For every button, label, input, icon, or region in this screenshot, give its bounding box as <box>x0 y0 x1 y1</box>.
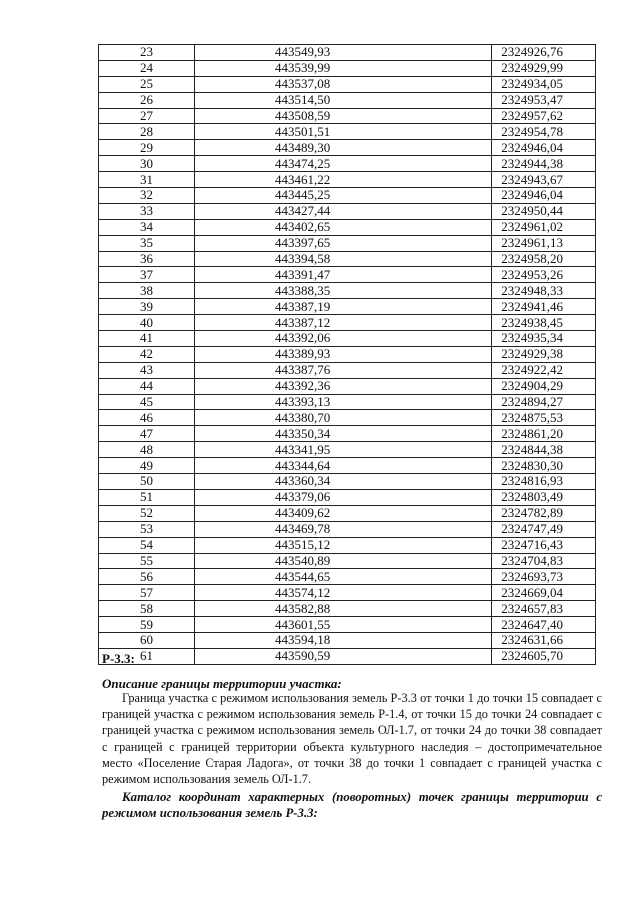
table-row <box>99 219 596 235</box>
y-coordinate-cell: 2324605,70 <box>492 648 596 664</box>
table-row <box>99 172 596 188</box>
x-coordinate-cell: 443393,13 <box>195 394 492 410</box>
y-coordinate-cell: 2324904,29 <box>492 378 596 394</box>
x-coordinate-cell: 443341,95 <box>195 442 492 458</box>
table-row <box>99 92 596 108</box>
point-number-cell: 29 <box>99 140 195 156</box>
x-coordinate-cell: 443590,59 <box>195 648 492 664</box>
table-row <box>99 569 596 585</box>
table-row <box>99 585 596 601</box>
x-coordinate-cell: 443387,19 <box>195 299 492 315</box>
point-number-cell: 32 <box>99 188 195 204</box>
y-coordinate-cell: 2324961,02 <box>492 219 596 235</box>
x-coordinate-cell: 443574,12 <box>195 585 492 601</box>
y-coordinate-cell: 2324875,53 <box>492 410 596 426</box>
y-coordinate-cell: 2324631,66 <box>492 632 596 648</box>
table-row <box>99 108 596 124</box>
point-number-cell: 25 <box>99 76 195 92</box>
catalog-heading: Каталог координат характерных (поворотных) точек границы территории с режимом использования земель Р-3.3: <box>102 790 602 820</box>
y-coordinate-cell: 2324704,83 <box>492 553 596 569</box>
table-row <box>99 299 596 315</box>
x-coordinate-cell: 443391,47 <box>195 267 492 283</box>
y-coordinate-cell: 2324958,20 <box>492 251 596 267</box>
x-coordinate-cell: 443427,44 <box>195 203 492 219</box>
table-row <box>99 474 596 490</box>
y-coordinate-cell: 2324935,34 <box>492 331 596 347</box>
x-coordinate-cell: 443549,93 <box>195 45 492 61</box>
y-coordinate-cell: 2324948,33 <box>492 283 596 299</box>
description-heading: Описание границы территории участка: <box>102 676 342 691</box>
point-number-cell: 37 <box>99 267 195 283</box>
table-row <box>99 617 596 633</box>
y-coordinate-cell: 2324950,44 <box>492 203 596 219</box>
x-coordinate-cell: 443474,25 <box>195 156 492 172</box>
y-coordinate-cell: 2324929,99 <box>492 60 596 76</box>
x-coordinate-cell: 443397,65 <box>195 235 492 251</box>
x-coordinate-cell: 443594,18 <box>195 632 492 648</box>
table-row <box>99 76 596 92</box>
y-coordinate-cell: 2324647,40 <box>492 617 596 633</box>
point-number-cell: 58 <box>99 601 195 617</box>
y-coordinate-cell: 2324782,89 <box>492 505 596 521</box>
x-coordinate-cell: 443360,34 <box>195 474 492 490</box>
table-row <box>99 632 596 648</box>
table-row <box>99 45 596 61</box>
point-number-cell: 53 <box>99 521 195 537</box>
point-number-cell: 44 <box>99 378 195 394</box>
y-coordinate-cell: 2324941,46 <box>492 299 596 315</box>
table-row <box>99 521 596 537</box>
point-number-cell: 42 <box>99 346 195 362</box>
table-row <box>99 442 596 458</box>
point-number-cell: 46 <box>99 410 195 426</box>
y-coordinate-cell: 2324957,62 <box>492 108 596 124</box>
point-number-cell: 52 <box>99 505 195 521</box>
section-title: Р-3.3: <box>102 651 135 666</box>
x-coordinate-cell: 443539,99 <box>195 60 492 76</box>
x-coordinate-cell: 443388,35 <box>195 283 492 299</box>
point-number-cell: 57 <box>99 585 195 601</box>
point-number-cell: 39 <box>99 299 195 315</box>
point-number-cell: 30 <box>99 156 195 172</box>
table-row <box>99 648 596 664</box>
point-number-cell: 27 <box>99 108 195 124</box>
table-row <box>99 378 596 394</box>
table-row <box>99 601 596 617</box>
y-coordinate-cell: 2324803,49 <box>492 489 596 505</box>
y-coordinate-cell: 2324929,38 <box>492 346 596 362</box>
x-coordinate-cell: 443508,59 <box>195 108 492 124</box>
point-number-cell: 36 <box>99 251 195 267</box>
x-coordinate-cell: 443389,93 <box>195 346 492 362</box>
table-row <box>99 346 596 362</box>
y-coordinate-cell: 2324953,26 <box>492 267 596 283</box>
table-row <box>99 203 596 219</box>
table-row <box>99 188 596 204</box>
point-number-cell: 26 <box>99 92 195 108</box>
table-row <box>99 410 596 426</box>
x-coordinate-cell: 443515,12 <box>195 537 492 553</box>
point-number-cell: 60 <box>99 632 195 648</box>
x-coordinate-cell: 443387,76 <box>195 362 492 378</box>
table-row <box>99 283 596 299</box>
table-row <box>99 140 596 156</box>
table-row <box>99 505 596 521</box>
table-row <box>99 124 596 140</box>
x-coordinate-cell: 443537,08 <box>195 76 492 92</box>
y-coordinate-cell: 2324943,67 <box>492 172 596 188</box>
y-coordinate-cell: 2324944,38 <box>492 156 596 172</box>
point-number-cell: 45 <box>99 394 195 410</box>
x-coordinate-cell: 443469,78 <box>195 521 492 537</box>
point-number-cell: 38 <box>99 283 195 299</box>
table-row <box>99 394 596 410</box>
point-number-cell: 54 <box>99 537 195 553</box>
y-coordinate-cell: 2324830,30 <box>492 458 596 474</box>
point-number-cell: 33 <box>99 203 195 219</box>
x-coordinate-cell: 443582,88 <box>195 601 492 617</box>
point-number-cell: 55 <box>99 553 195 569</box>
point-number-cell: 49 <box>99 458 195 474</box>
x-coordinate-cell: 443394,58 <box>195 251 492 267</box>
x-coordinate-cell: 443514,50 <box>195 92 492 108</box>
table-row <box>99 315 596 331</box>
y-coordinate-cell: 2324657,83 <box>492 601 596 617</box>
point-number-cell: 61 <box>99 648 195 664</box>
coordinates-table-body <box>99 45 596 665</box>
point-number-cell: 50 <box>99 474 195 490</box>
point-number-cell: 43 <box>99 362 195 378</box>
point-number-cell: 41 <box>99 331 195 347</box>
point-number-cell: 51 <box>99 489 195 505</box>
point-number-cell: 35 <box>99 235 195 251</box>
y-coordinate-cell: 2324844,38 <box>492 442 596 458</box>
x-coordinate-cell: 443392,36 <box>195 378 492 394</box>
y-coordinate-cell: 2324922,42 <box>492 362 596 378</box>
table-row <box>99 331 596 347</box>
x-coordinate-cell: 443501,51 <box>195 124 492 140</box>
x-coordinate-cell: 443402,65 <box>195 219 492 235</box>
y-coordinate-cell: 2324693,73 <box>492 569 596 585</box>
point-number-cell: 40 <box>99 315 195 331</box>
point-number-cell: 31 <box>99 172 195 188</box>
table-row <box>99 235 596 251</box>
x-coordinate-cell: 443540,89 <box>195 553 492 569</box>
y-coordinate-cell: 2324946,04 <box>492 140 596 156</box>
x-coordinate-cell: 443489,30 <box>195 140 492 156</box>
table-row <box>99 489 596 505</box>
y-coordinate-cell: 2324669,04 <box>492 585 596 601</box>
y-coordinate-cell: 2324747,49 <box>492 521 596 537</box>
table-row <box>99 537 596 553</box>
y-coordinate-cell: 2324926,76 <box>492 45 596 61</box>
point-number-cell: 59 <box>99 617 195 633</box>
table-row <box>99 267 596 283</box>
table-row <box>99 60 596 76</box>
point-number-cell: 24 <box>99 60 195 76</box>
x-coordinate-cell: 443445,25 <box>195 188 492 204</box>
x-coordinate-cell: 443380,70 <box>195 410 492 426</box>
coordinates-table <box>98 44 596 665</box>
x-coordinate-cell: 443379,06 <box>195 489 492 505</box>
y-coordinate-cell: 2324954,78 <box>492 124 596 140</box>
x-coordinate-cell: 443350,34 <box>195 426 492 442</box>
table-row <box>99 426 596 442</box>
y-coordinate-cell: 2324961,13 <box>492 235 596 251</box>
x-coordinate-cell: 443544,65 <box>195 569 492 585</box>
point-number-cell: 56 <box>99 569 195 585</box>
table-row <box>99 251 596 267</box>
y-coordinate-cell: 2324938,45 <box>492 315 596 331</box>
x-coordinate-cell: 443409,62 <box>195 505 492 521</box>
x-coordinate-cell: 443387,12 <box>195 315 492 331</box>
table-row <box>99 553 596 569</box>
point-number-cell: 23 <box>99 45 195 61</box>
y-coordinate-cell: 2324816,93 <box>492 474 596 490</box>
y-coordinate-cell: 2324716,43 <box>492 537 596 553</box>
description-text: Граница участка с режимом использования земель Р-3.3 от точки 1 до точки 15 совпадает с границей участка с режимом использования земель Р-1.4, от точки 15 до точки 24 совпадает с границей участка с режимом использования земель ОЛ-1.7, от точки 24 до точки 38 совпадает с границей с границей территории объекта культурного наследия – достопримечательное место «Поселение Старая Ладога», от точки 38 до точки 1 совпадает с границей участка с режимом использования земель ОЛ-1.7. <box>102 691 602 787</box>
point-number-cell: 28 <box>99 124 195 140</box>
table-row <box>99 362 596 378</box>
point-number-cell: 47 <box>99 426 195 442</box>
table-row <box>99 156 596 172</box>
y-coordinate-cell: 2324861,20 <box>492 426 596 442</box>
point-number-cell: 34 <box>99 219 195 235</box>
table-row <box>99 458 596 474</box>
y-coordinate-cell: 2324934,05 <box>492 76 596 92</box>
x-coordinate-cell: 443344,64 <box>195 458 492 474</box>
x-coordinate-cell: 443461,22 <box>195 172 492 188</box>
y-coordinate-cell: 2324953,47 <box>492 92 596 108</box>
x-coordinate-cell: 443392,06 <box>195 331 492 347</box>
point-number-cell: 48 <box>99 442 195 458</box>
y-coordinate-cell: 2324894,27 <box>492 394 596 410</box>
x-coordinate-cell: 443601,55 <box>195 617 492 633</box>
y-coordinate-cell: 2324946,04 <box>492 188 596 204</box>
